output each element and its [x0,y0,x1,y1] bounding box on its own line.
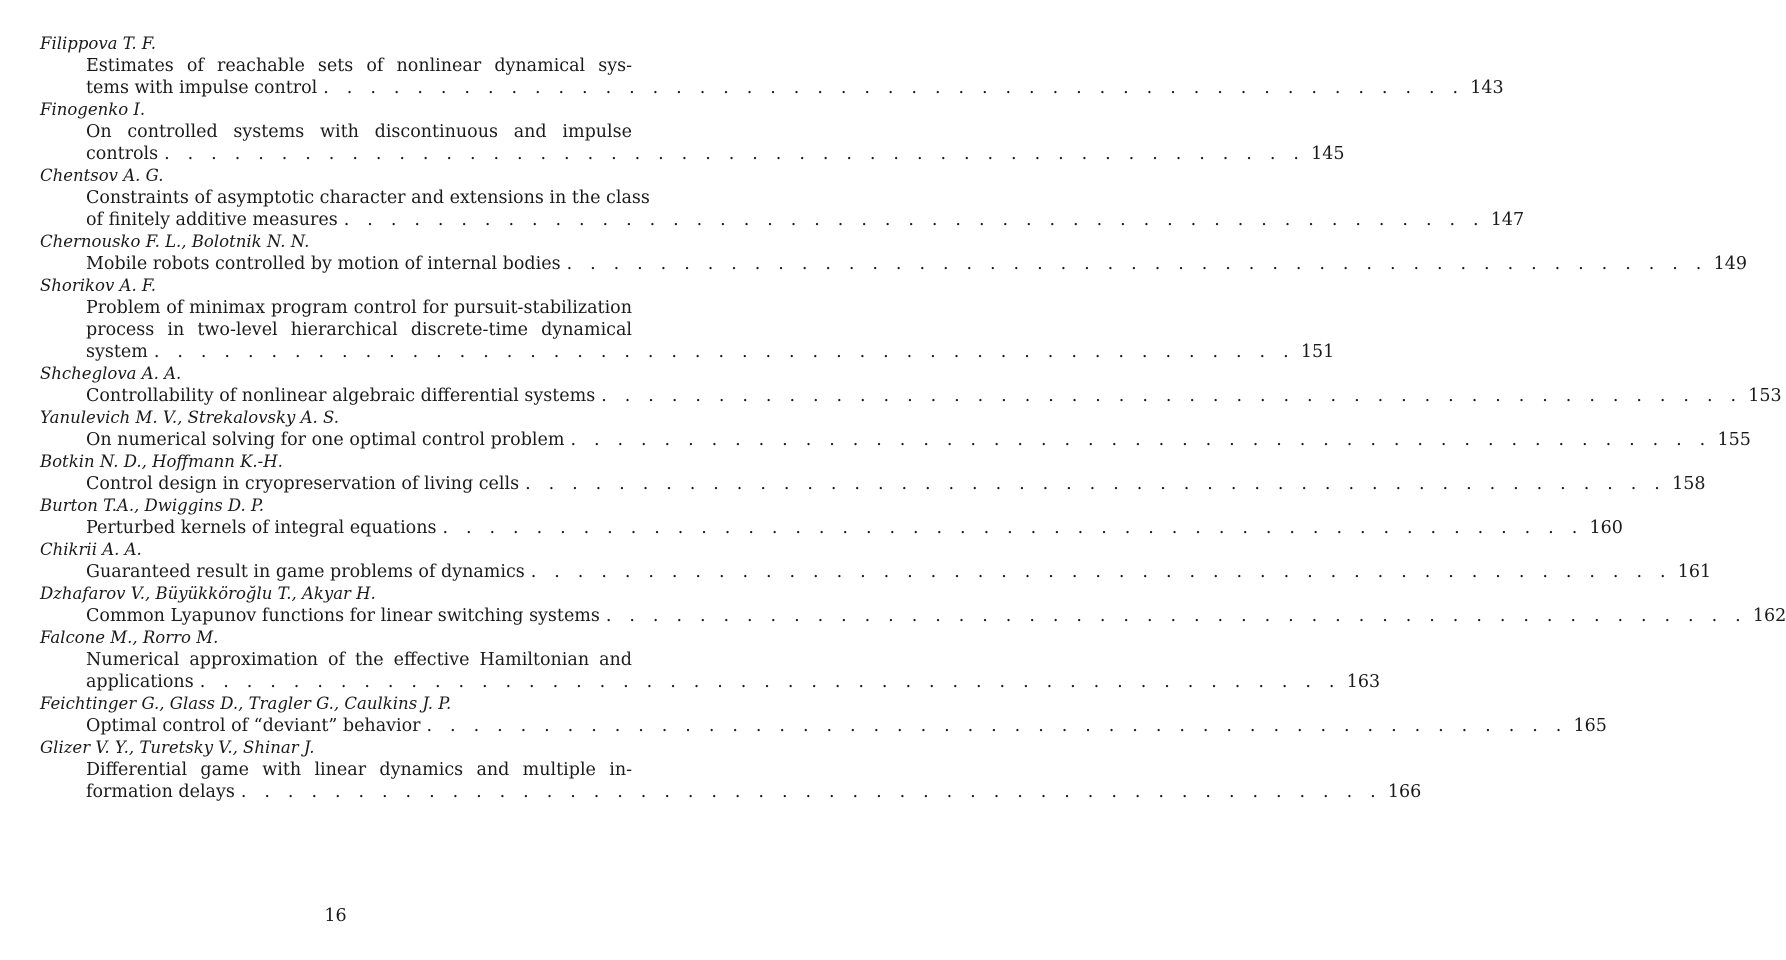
title-line [86,781,1422,803]
title-line [86,143,1345,165]
entry-page-number: 155 [1717,430,1751,450]
toc-entry [40,165,1525,231]
entry-authors: Filippova T. F. [40,34,156,53]
title-line [86,759,632,781]
title-line [86,671,1381,693]
entry-title [86,759,1422,803]
title-line [86,715,1607,737]
leader-dots: . . . . . . . . . . . . . . . . . . . . . . . . . . . . . . . . . . . . . . . . . . . . . . . . . [343,210,1485,230]
title-text: On numerical solving for one optimal control problem [86,430,565,450]
title-line [86,429,1751,451]
entry-authors: Dzhafarov V., Büyükköroğlu T., Akyar H. [40,584,376,603]
title-text: On controlled systems with discontinuous and impulse [86,122,632,142]
toc-entry [40,231,1747,275]
page-number: 16 [324,906,347,926]
entry-title [86,649,1381,693]
title-text: Numerical approximation of the effective Hamiltonian and [86,650,632,670]
leader-dots: . . . . . . . . . . . . . . . . . . . . . . . . . . . . . . . . . . . . . . . . . . . . . . . . . [240,782,1382,802]
entry-title [86,297,1335,363]
title-text: system [86,342,148,362]
title-line [86,605,1786,627]
entry-page-number: 147 [1490,210,1525,230]
entry-page-number: 165 [1573,716,1607,736]
entry-title [86,517,1623,539]
title-text: tems with impulse control [86,78,318,98]
leader-dots: . . . . . . . . . . . . . . . . . . . . . . . . . . . . . . . . . . . . . . . . . . . . . . . . . [426,716,1568,736]
entry-authors: Yanulevich M. V., Strekalovsky A. S. [40,408,339,427]
entry-page-number: 145 [1311,144,1345,164]
title-line [86,649,632,671]
entry-authors: Chentsov A. G. [40,166,164,185]
toc-entry [40,407,1751,451]
title-text: Estimates of reachable sets of nonlinear dynamical sys- [86,56,632,76]
title-line [86,297,632,319]
entry-title [86,473,1706,495]
title-text: Common Lyapunov functions for linear switching systems [86,606,600,626]
entry-title [86,429,1751,451]
entry-page-number: 166 [1387,782,1422,802]
entry-authors: Glizer V. Y., Turetsky V., Shinar J. [40,738,315,757]
title-text: applications [86,672,194,692]
title-text: Problem of minimax program control for pursuit-stabilization [86,298,632,318]
entry-page-number: 149 [1713,254,1747,274]
entry-page-number: 143 [1470,78,1504,98]
title-line [86,517,1623,539]
title-text: formation delays [86,782,235,802]
entry-page-number: 162 [1752,606,1786,626]
entry-title [86,187,1525,231]
title-text: Controllability of nonlinear algebraic differential systems [86,386,596,406]
entry-authors: Chikrii A. A. [40,540,142,559]
entry-page-number: 161 [1677,562,1712,582]
toc-entry [40,583,1786,627]
leader-dots: . . . . . . . . . . . . . . . . . . . . . . . . . . . . . . . . . . . . . . . . . . . . . . . . . [199,672,1341,692]
title-line [86,561,1712,583]
leader-dots: . . . . . . . . . . . . . . . . . . . . . . . . . . . . . . . . . . . . . . . . . . . . . . . . . [525,474,1667,494]
toc-entry [40,275,1335,363]
title-line [86,121,632,143]
title-line [86,473,1706,495]
entry-page-number: 163 [1346,672,1381,692]
title-text: Optimal control of “deviant” behavior [86,716,421,736]
entry-title [86,605,1786,627]
entry-authors: Shcheglova A. A. [40,364,182,383]
toc-entry [40,539,1712,583]
leader-dots: . . . . . . . . . . . . . . . . . . . . . . . . . . . . . . . . . . . . . . . . . . . . . . . . . [164,144,1306,164]
toc-entry [40,495,1623,539]
entry-authors: Falcone M., Rorro M. [40,628,219,647]
entry-title [86,715,1607,737]
toc-entry [40,33,1504,99]
entry-page-number: 158 [1672,474,1706,494]
entry-authors: Chernousko F. L., Bolotnik N. N. [40,232,310,251]
entry-page-number: 151 [1300,342,1335,362]
toc-entry [40,363,1782,407]
toc-entry [40,99,1345,165]
title-line [86,77,1504,99]
leader-dots: . . . . . . . . . . . . . . . . . . . . . . . . . . . . . . . . . . . . . . . . . . . . . . . . . [601,386,1743,406]
toc-entry [40,693,1607,737]
entry-title [86,561,1712,583]
leader-dots: . . . . . . . . . . . . . . . . . . . . . . . . . . . . . . . . . . . . . . . . . . . . . . . . . [153,342,1295,362]
title-text: Perturbed kernels of integral equations [86,518,437,538]
toc-entry [40,627,1381,693]
title-text: Differential game with linear dynamics and multiple in- [86,760,632,780]
title-line [86,253,1747,275]
entry-title [86,253,1747,275]
leader-dots: . . . . . . . . . . . . . . . . . . . . . . . . . . . . . . . . . . . . . . . . . . . . . . . . . [442,518,1584,538]
title-text: of finitely additive measures [86,210,338,230]
entry-authors: Botkin N. D., Hoffmann K.-H. [40,452,283,471]
title-text: Guaranteed result in game problems of dynamics [86,562,525,582]
leader-dots: . . . . . . . . . . . . . . . . . . . . . . . . . . . . . . . . . . . . . . . . . . . . . . . . . [530,562,1672,582]
entry-authors: Shorikov A. F. [40,276,157,295]
toc-entry [40,737,1422,803]
table-of-contents [40,33,1786,803]
title-text: Mobile robots controlled by motion of internal bodies [86,254,561,274]
entry-title [86,121,1345,165]
entry-title [86,55,1504,99]
title-text: process in two-level hierarchical discrete-time dynamical [86,320,632,340]
entry-title [86,385,1782,407]
leader-dots: . . . . . . . . . . . . . . . . . . . . . . . . . . . . . . . . . . . . . . . . . . . . . . . . . [570,430,1712,450]
leader-dots: . . . . . . . . . . . . . . . . . . . . . . . . . . . . . . . . . . . . . . . . . . . . . . . . . [323,78,1465,98]
entry-authors: Burton T.A., Dwiggins D. P. [40,496,265,515]
title-text: Control design in cryopreservation of living cells [86,474,520,494]
title-line [86,385,1782,407]
entry-page-number: 160 [1589,518,1623,538]
entry-page-number: 153 [1748,386,1782,406]
toc-entry [40,451,1706,495]
title-line [86,187,650,209]
title-line [86,341,1335,363]
entry-authors: Feichtinger G., Glass D., Tragler G., Caulkins J. P. [40,694,452,713]
title-line [86,319,632,341]
title-line [86,55,632,77]
leader-dots: . . . . . . . . . . . . . . . . . . . . . . . . . . . . . . . . . . . . . . . . . . . . . . . . . [566,254,1708,274]
leader-dots: . . . . . . . . . . . . . . . . . . . . . . . . . . . . . . . . . . . . . . . . . . . . . . . . . [605,606,1747,626]
title-line [86,209,1525,231]
title-text: controls [86,144,159,164]
title-text: Constraints of asymptotic character and extensions in the class [86,188,650,208]
entry-authors: Finogenko I. [40,100,146,119]
